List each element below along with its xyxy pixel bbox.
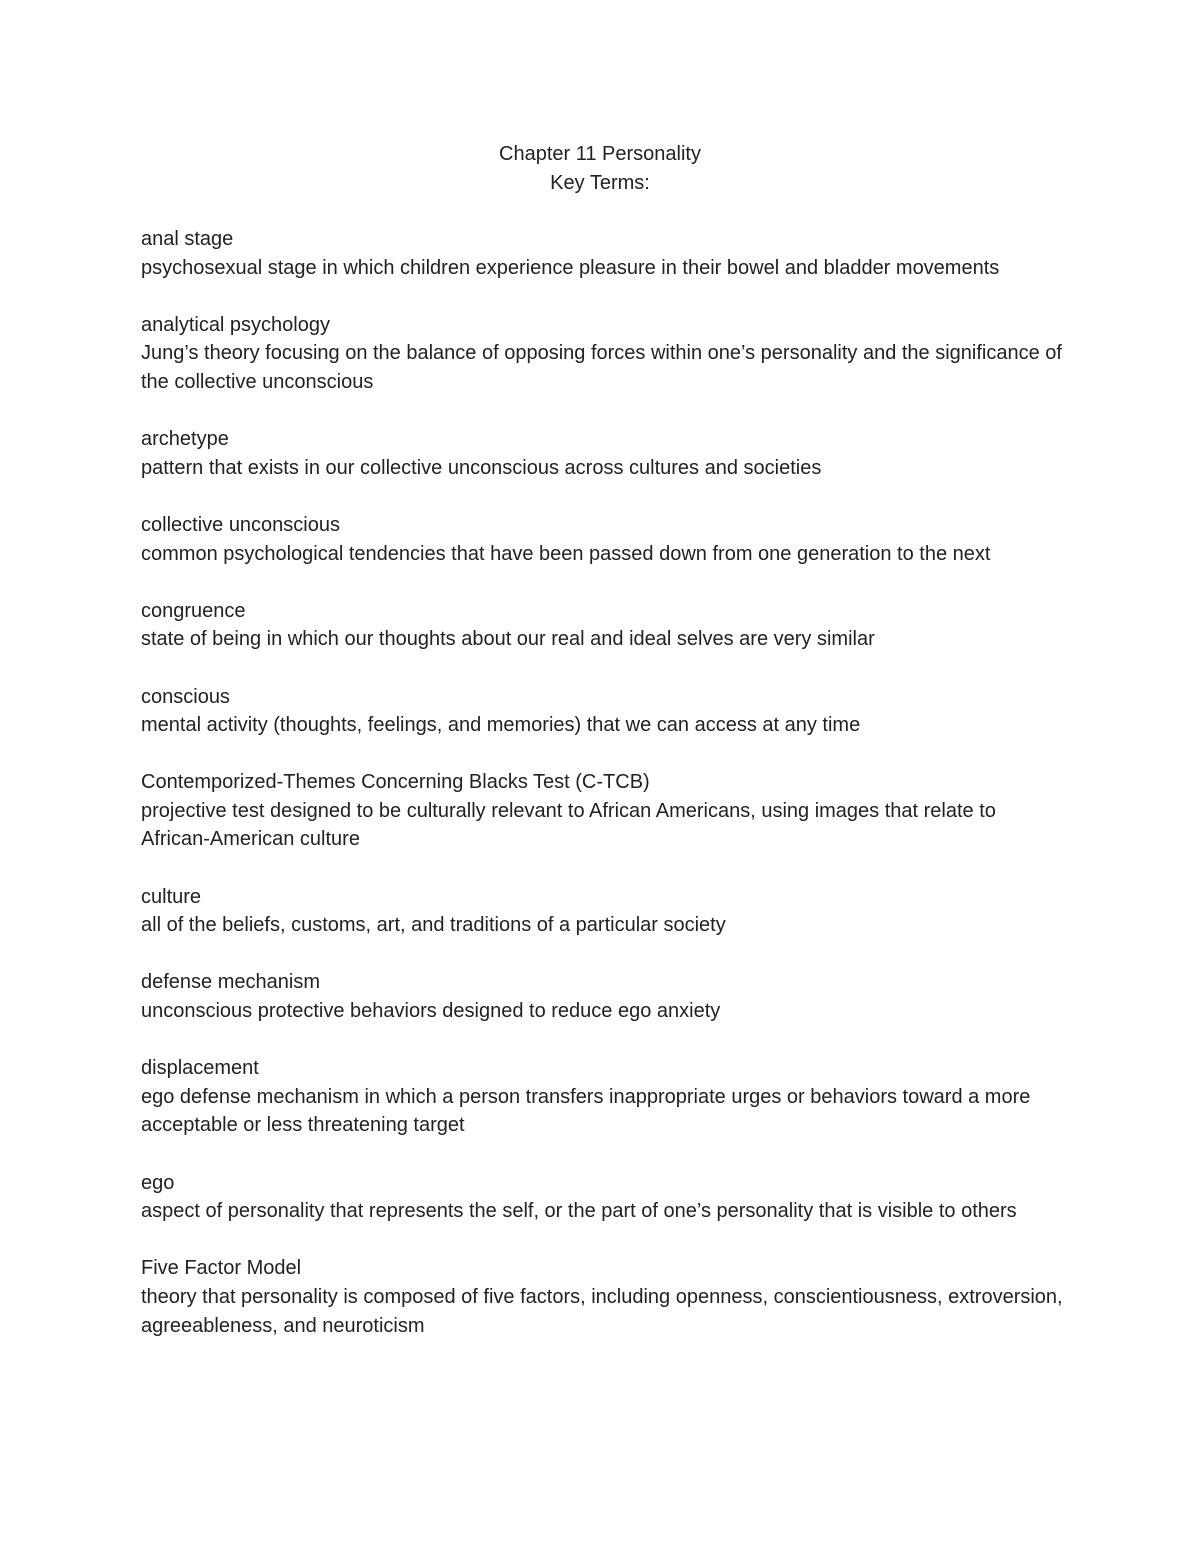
term-name: Five Factor Model [141, 1257, 302, 1280]
term-definition: aspect of personality that represents the self, or the part of one’s personality that is visible to others [141, 1200, 1017, 1223]
term-entry [141, 768, 1066, 854]
term-name: culture [141, 885, 202, 908]
term-definition: psychosexual stage in which children experience pleasure in their bowel and bladder movements [141, 256, 1000, 279]
term-definition: mental activity (thoughts, feelings, and memories) that we can access at any time [141, 714, 861, 737]
term-name: congruence [141, 599, 246, 622]
term-entry [141, 597, 1066, 654]
term-entry [141, 311, 1066, 397]
term-entry [141, 1169, 1066, 1226]
term-definition: pattern that exists in our collective unconscious across cultures and societies [141, 456, 822, 479]
term-name: collective unconscious [141, 513, 340, 536]
term-entry [141, 883, 1066, 940]
term-definition: Jung’s theory focusing on the balance of opposing forces within one’s personality and the significance of the collective unconscious [141, 342, 1062, 393]
term-name: anal stage [141, 228, 234, 250]
document-header [0, 140, 1200, 197]
term-name: Contemporized-Themes Concerning Blacks Test (C-TCB) [141, 771, 650, 794]
term-definition: state of being in which our thoughts about our real and ideal selves are very similar [141, 628, 875, 651]
term-definition: common psychological tendencies that have been passed down from one generation to the next [141, 542, 991, 565]
key-terms-list [141, 225, 1066, 1369]
term-name: archetype [141, 428, 229, 451]
term-definition: theory that personality is composed of five factors, including openness, conscientiousness, extroversion, agreeableness, and neuroticism [141, 1285, 1063, 1337]
term-name: displacement [141, 1057, 259, 1080]
term-definition: ego defense mechanism in which a person transfers inappropriate urges or behaviors toward a more acceptable or less threatening target [141, 1085, 1031, 1137]
term-entry [141, 1054, 1066, 1140]
term-name: analytical psychology [141, 313, 330, 336]
term-name: conscious [141, 685, 230, 708]
term-definition: all of the beliefs, customs, art, and traditions of a particular society [141, 914, 726, 937]
document-title: Chapter 11 Personality [499, 143, 701, 165]
term-entry [141, 968, 1066, 1025]
term-definition: projective test designed to be culturally relevant to African Americans, using images that relate to African-American culture [141, 799, 996, 851]
document-subtitle: Key Terms: [550, 171, 650, 194]
term-name: defense mechanism [141, 971, 320, 994]
term-definition: unconscious protective behaviors designed to reduce ego anxiety [141, 1000, 721, 1023]
term-entry [141, 683, 1066, 740]
term-entry [141, 425, 1066, 482]
term-entry [141, 511, 1066, 568]
term-entry [141, 1254, 1066, 1340]
term-entry [141, 225, 1066, 282]
term-name: ego [141, 1171, 175, 1194]
